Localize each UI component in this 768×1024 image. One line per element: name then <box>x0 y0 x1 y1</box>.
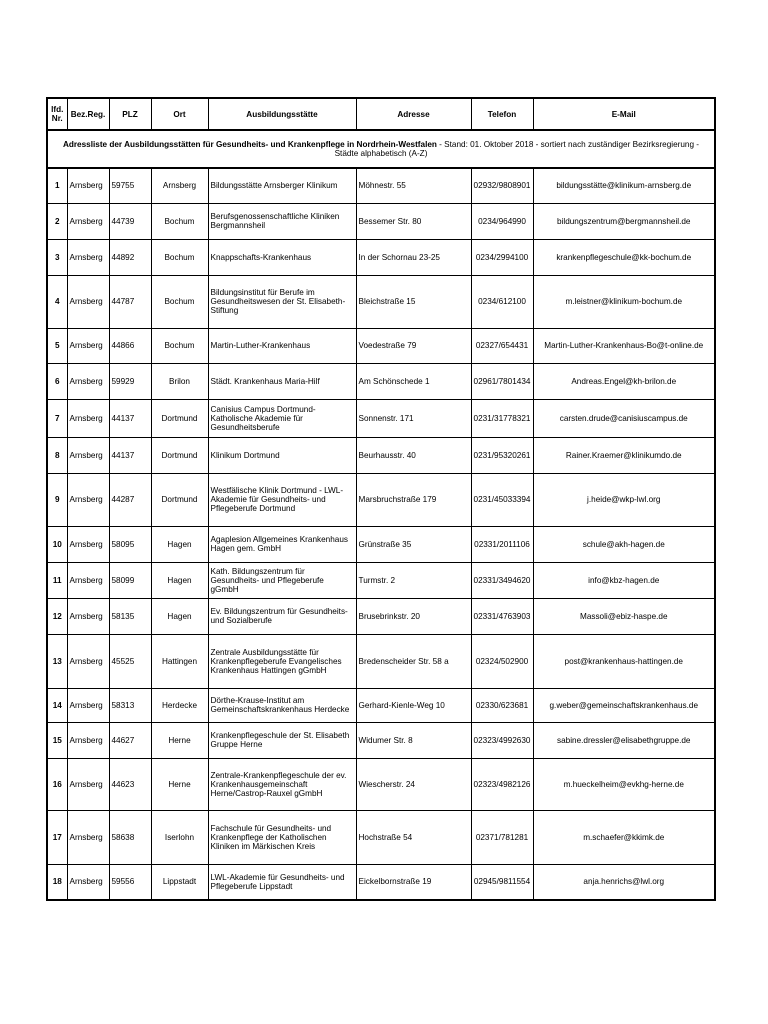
cell-bezreg: Arnsberg <box>67 810 109 864</box>
cell-adresse: Bleichstraße 15 <box>356 275 471 328</box>
cell-nr: 4 <box>47 275 67 328</box>
cell-nr: 9 <box>47 473 67 526</box>
table-row <box>47 758 715 810</box>
address-list-sheet <box>46 97 714 901</box>
cell-plz: 58095 <box>109 526 151 562</box>
cell-plz: 44866 <box>109 328 151 363</box>
cell-staette: Canisius Campus Dortmund- Katholische Akademie für Gesundheitsberufe <box>208 399 356 437</box>
cell-plz: 58313 <box>109 688 151 722</box>
cell-nr: 7 <box>47 399 67 437</box>
cell-email[interactable]: info@kbz-hagen.de <box>533 562 715 598</box>
cell-nr: 17 <box>47 810 67 864</box>
cell-telefon: 0234/964990 <box>471 203 533 239</box>
table-row <box>47 437 715 473</box>
cell-telefon: 0231/95320261 <box>471 437 533 473</box>
cell-email[interactable]: krankenpflegeschule@kk-bochum.de <box>533 239 715 275</box>
cell-email[interactable]: Rainer.Kraemer@klinikumdo.de <box>533 437 715 473</box>
table-row <box>47 275 715 328</box>
cell-adresse: Bredenscheider Str. 58 a <box>356 634 471 688</box>
cell-staette: LWL-Akademie für Gesundheits- und Pflegeberufe Lippstadt <box>208 864 356 900</box>
cell-plz: 44287 <box>109 473 151 526</box>
cell-bezreg: Arnsberg <box>67 239 109 275</box>
cell-bezreg: Arnsberg <box>67 864 109 900</box>
cell-bezreg: Arnsberg <box>67 598 109 634</box>
cell-email[interactable]: carsten.drude@canisiuscampus.de <box>533 399 715 437</box>
cell-ort: Herne <box>151 758 208 810</box>
cell-plz: 59556 <box>109 864 151 900</box>
cell-telefon: 0231/45033394 <box>471 473 533 526</box>
cell-ort: Herne <box>151 722 208 758</box>
cell-ort: Bochum <box>151 203 208 239</box>
cell-telefon: 02323/4982126 <box>471 758 533 810</box>
cell-staette: Zentrale Ausbildungsstätte für Krankenpflegeberufe Evangelisches Krankenhaus Hattingen gGmbH <box>208 634 356 688</box>
cell-adresse: Hochstraße 54 <box>356 810 471 864</box>
cell-staette: Zentrale-Krankenpflegeschule der ev. Krankenhausgemeinschaft Herne/Castrop-Rauxel gGmbH <box>208 758 356 810</box>
cell-bezreg: Arnsberg <box>67 526 109 562</box>
cell-ort: Dortmund <box>151 437 208 473</box>
cell-bezreg: Arnsberg <box>67 399 109 437</box>
cell-nr: 6 <box>47 363 67 399</box>
cell-bezreg: Arnsberg <box>67 168 109 203</box>
cell-email[interactable]: bildungszentrum@bergmannsheil.de <box>533 203 715 239</box>
cell-plz: 44623 <box>109 758 151 810</box>
cell-adresse: Turmstr. 2 <box>356 562 471 598</box>
header-email: E-Mail <box>533 98 715 130</box>
header-ort: Ort <box>151 98 208 130</box>
cell-ort: Bochum <box>151 328 208 363</box>
page-title <box>47 130 715 168</box>
table-row <box>47 688 715 722</box>
cell-staette: Städt. Krankenhaus Maria-Hilf <box>208 363 356 399</box>
cell-adresse: Grünstraße 35 <box>356 526 471 562</box>
cell-bezreg: Arnsberg <box>67 722 109 758</box>
cell-plz: 44787 <box>109 275 151 328</box>
cell-telefon: 02961/7801434 <box>471 363 533 399</box>
cell-telefon: 02331/4763903 <box>471 598 533 634</box>
cell-bezreg: Arnsberg <box>67 473 109 526</box>
cell-bezreg: Arnsberg <box>67 275 109 328</box>
cell-adresse: Brusebrinkstr. 20 <box>356 598 471 634</box>
cell-ort: Herdecke <box>151 688 208 722</box>
table-row <box>47 722 715 758</box>
cell-telefon: 02324/502900 <box>471 634 533 688</box>
cell-nr: 11 <box>47 562 67 598</box>
cell-adresse: Eickelbornstraße 19 <box>356 864 471 900</box>
cell-email[interactable]: bildungsstätte@klinikum-arnsberg.de <box>533 168 715 203</box>
cell-plz: 58135 <box>109 598 151 634</box>
table-row <box>47 864 715 900</box>
cell-adresse: Möhnestr. 55 <box>356 168 471 203</box>
cell-staette: Westfälische Klinik Dortmund - LWL-Akademie für Gesundheits- und Pflegeberufe Dortmund <box>208 473 356 526</box>
table-row <box>47 328 715 363</box>
cell-ort: Bochum <box>151 239 208 275</box>
cell-nr: 2 <box>47 203 67 239</box>
cell-adresse: Bessemer Str. 80 <box>356 203 471 239</box>
cell-ort: Iserlohn <box>151 810 208 864</box>
cell-staette: Bildungsstätte Arnsberger Klinikum <box>208 168 356 203</box>
cell-plz: 58638 <box>109 810 151 864</box>
cell-staette: Agaplesion Allgemeines Krankenhaus Hagen gem. GmbH <box>208 526 356 562</box>
cell-bezreg: Arnsberg <box>67 688 109 722</box>
cell-nr: 14 <box>47 688 67 722</box>
cell-nr: 10 <box>47 526 67 562</box>
header-staette: Ausbildungsstätte <box>208 98 356 130</box>
cell-bezreg: Arnsberg <box>67 634 109 688</box>
cell-telefon: 0231/31778321 <box>471 399 533 437</box>
cell-email[interactable]: anja.henrichs@lwl.org <box>533 864 715 900</box>
cell-telefon: 0234/2994100 <box>471 239 533 275</box>
cell-nr: 3 <box>47 239 67 275</box>
table-body <box>47 168 715 900</box>
cell-email[interactable]: Massoli@ebiz-haspe.de <box>533 598 715 634</box>
table-row <box>47 473 715 526</box>
cell-nr: 16 <box>47 758 67 810</box>
cell-adresse: Voedestraße 79 <box>356 328 471 363</box>
cell-email[interactable]: m.hueckelheim@evkhg-herne.de <box>533 758 715 810</box>
cell-nr: 13 <box>47 634 67 688</box>
cell-staette: Berufsgenossenschaftliche Kliniken Bergmannsheil <box>208 203 356 239</box>
cell-plz: 44137 <box>109 399 151 437</box>
cell-plz: 59929 <box>109 363 151 399</box>
cell-adresse: Beurhausstr. 40 <box>356 437 471 473</box>
table-row <box>47 562 715 598</box>
table-row <box>47 203 715 239</box>
title-bold: Adressliste der Ausbildungsstätten für Gesundheits- und Krankenpflege in Nordrhein-Westfalen <box>62 140 437 149</box>
header-plz: PLZ <box>109 98 151 130</box>
header-nr: lfd. Nr. <box>47 98 67 130</box>
cell-ort: Hagen <box>151 526 208 562</box>
cell-nr: 1 <box>47 168 67 203</box>
cell-email[interactable]: Martin-Luther-Krankenhaus-Bo@t-online.de <box>533 328 715 363</box>
cell-plz: 44137 <box>109 437 151 473</box>
cell-email[interactable]: schule@akh-hagen.de <box>533 526 715 562</box>
cell-ort: Bochum <box>151 275 208 328</box>
cell-email[interactable]: g.weber@gemeinschaftskrankenhaus.de <box>533 688 715 722</box>
cell-telefon: 0234/612100 <box>471 275 533 328</box>
cell-telefon: 02327/654431 <box>471 328 533 363</box>
cell-email[interactable]: j.heide@wkp-lwl.org <box>533 473 715 526</box>
title-rest: - Stand: 01. Oktober 2018 - sortiert nach zuständiger Bezirksregierung - Städte alphabetisch (A-Z) <box>334 140 700 158</box>
header-row <box>47 98 715 130</box>
table-row <box>47 239 715 275</box>
cell-bezreg: Arnsberg <box>67 758 109 810</box>
cell-adresse: Wiescherstr. 24 <box>356 758 471 810</box>
cell-adresse: Gerhard-Kienle-Weg 10 <box>356 688 471 722</box>
cell-staette: Dörthe-Krause-Institut am Gemeinschaftskrankenhaus Herdecke <box>208 688 356 722</box>
cell-staette: Klinikum Dortmund <box>208 437 356 473</box>
cell-telefon: 02371/781281 <box>471 810 533 864</box>
cell-telefon: 02323/4992630 <box>471 722 533 758</box>
cell-nr: 15 <box>47 722 67 758</box>
header-adresse: Adresse <box>356 98 471 130</box>
cell-plz: 44739 <box>109 203 151 239</box>
cell-plz: 45525 <box>109 634 151 688</box>
cell-ort: Lippstadt <box>151 864 208 900</box>
cell-bezreg: Arnsberg <box>67 328 109 363</box>
table-row <box>47 634 715 688</box>
cell-plz: 44892 <box>109 239 151 275</box>
cell-email[interactable]: Andreas.Engel@kh-brilon.de <box>533 363 715 399</box>
cell-nr: 12 <box>47 598 67 634</box>
table-row <box>47 399 715 437</box>
cell-nr: 8 <box>47 437 67 473</box>
cell-ort: Brilon <box>151 363 208 399</box>
cell-email[interactable]: post@krankenhaus-hattingen.de <box>533 634 715 688</box>
cell-adresse: Marsbruchstraße 179 <box>356 473 471 526</box>
cell-email[interactable]: sabine.dressler@elisabethgruppe.de <box>533 722 715 758</box>
cell-nr: 5 <box>47 328 67 363</box>
table-row <box>47 810 715 864</box>
cell-staette: Ev. Bildungszentrum für Gesundheits- und Sozialberufe <box>208 598 356 634</box>
cell-plz: 44627 <box>109 722 151 758</box>
table-row <box>47 526 715 562</box>
cell-adresse: Sonnenstr. 171 <box>356 399 471 437</box>
cell-bezreg: Arnsberg <box>67 203 109 239</box>
table-row <box>47 598 715 634</box>
title-row <box>47 130 715 168</box>
cell-staette: Kath. Bildungszentrum für Gesundheits- und Pflegeberufe gGmbH <box>208 562 356 598</box>
cell-telefon: 02331/2011106 <box>471 526 533 562</box>
cell-adresse: Widumer Str. 8 <box>356 722 471 758</box>
cell-nr: 18 <box>47 864 67 900</box>
table-row <box>47 168 715 203</box>
cell-ort: Dortmund <box>151 473 208 526</box>
cell-telefon: 02932/9808901 <box>471 168 533 203</box>
cell-telefon: 02945/9811554 <box>471 864 533 900</box>
cell-staette: Bildungsinstitut für Berufe im Gesundheitswesen der St. Elisabeth-Stiftung <box>208 275 356 328</box>
cell-telefon: 02330/623681 <box>471 688 533 722</box>
cell-email[interactable]: m.leistner@klinikum-bochum.de <box>533 275 715 328</box>
cell-ort: Dortmund <box>151 399 208 437</box>
cell-ort: Hattingen <box>151 634 208 688</box>
cell-staette: Knappschafts-Krankenhaus <box>208 239 356 275</box>
cell-adresse: In der Schornau 23-25 <box>356 239 471 275</box>
cell-bezreg: Arnsberg <box>67 562 109 598</box>
cell-ort: Hagen <box>151 598 208 634</box>
cell-plz: 58099 <box>109 562 151 598</box>
table-row <box>47 363 715 399</box>
cell-staette: Fachschule für Gesundheits- und Krankenpflege der Katholischen Kliniken im Märkischen Kreis <box>208 810 356 864</box>
cell-plz: 59755 <box>109 168 151 203</box>
cell-ort: Hagen <box>151 562 208 598</box>
header-bezreg: Bez.Reg. <box>67 98 109 130</box>
cell-bezreg: Arnsberg <box>67 437 109 473</box>
cell-adresse: Am Schönschede 1 <box>356 363 471 399</box>
header-telefon: Telefon <box>471 98 533 130</box>
cell-staette: Martin-Luther-Krankenhaus <box>208 328 356 363</box>
cell-bezreg: Arnsberg <box>67 363 109 399</box>
cell-telefon: 02331/3494620 <box>471 562 533 598</box>
cell-email[interactable]: m.schaefer@kkimk.de <box>533 810 715 864</box>
cell-staette: Krankenpflegeschule der St. Elisabeth Gruppe Herne <box>208 722 356 758</box>
cell-ort: Arnsberg <box>151 168 208 203</box>
address-table <box>46 97 716 901</box>
